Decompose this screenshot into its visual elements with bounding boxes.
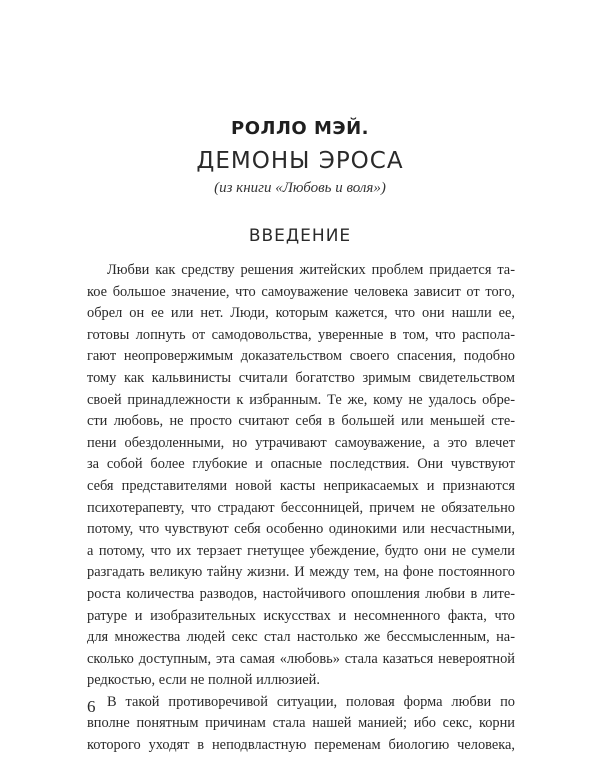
text-line: кое большое значение, что самоуважение человека зависит от того, bbox=[87, 283, 515, 300]
text-line: за собой более глубокие и опасные последствия. Они чувствуют bbox=[87, 456, 515, 473]
text-line: обрел он ее или нет. Люди, которым кажется, что они нашли ее, bbox=[87, 305, 515, 322]
page-number: 6 bbox=[87, 697, 96, 716]
text-line: психотерапевту, что страдают бессонницей, причем не обязательно bbox=[87, 499, 515, 516]
text-line: сти любовь, не просто считают себя в большей или меньшей сте- bbox=[87, 413, 515, 430]
text-line: вполне понятным причинам стала нашей манией; ибо секс, корни bbox=[87, 715, 515, 732]
text-line: сколько доступным, эта самая «любовь» стала казаться невероятной bbox=[87, 650, 515, 667]
text-line: В такой противоречивой ситуации, половая форма любви по bbox=[107, 693, 515, 710]
text-line: которого уходят в неподвластную переменам биологию человека, bbox=[87, 737, 515, 754]
text-line: редкостью, если не полной иллюзией. bbox=[87, 672, 320, 689]
text-line: гают неопровержимым доказательством своего спасения, подобно bbox=[87, 348, 515, 365]
text-line: роста количества разводов, настойчивого опошления любви в лите- bbox=[87, 585, 515, 602]
text-line: готовы лопнуть от самодовольства, уверенные в том, что распола- bbox=[87, 326, 515, 343]
author-heading: РОЛЛО МЭЙ. bbox=[231, 118, 369, 139]
section-heading: ВВЕДЕНИЕ bbox=[248, 226, 352, 246]
text-line: разгадать великую тайну жизни. И между тем, на фоне постоянного bbox=[87, 564, 515, 581]
text-line: своей принадлежности к избранным. Те же, кому не удалось обре- bbox=[87, 391, 515, 408]
text-line: себя представителями новой касты неприкасаемых и признаются bbox=[87, 477, 515, 494]
body-text bbox=[87, 260, 515, 757]
text-line: а потому, что их терзает гнетущее убеждение, будто они не сумели bbox=[87, 542, 515, 559]
text-line: потому, что чувствуют себя особенно одинокими или несчастными, bbox=[87, 521, 515, 538]
text-line: Любви как средству решения житейских проблем придается та- bbox=[107, 262, 515, 278]
chapter-title: ДЕМОНЫ ЭРОСА bbox=[196, 148, 404, 174]
text-line: для множества людей секс стал настолько же бессмысленным, на- bbox=[87, 629, 515, 646]
text-line: тому как кальвинисты считали богатство зримым свидетельством bbox=[87, 369, 515, 386]
chapter-subtitle: (из книги «Любовь и воля») bbox=[214, 180, 386, 196]
text-line: пени обездоленными, но утрачивают самоуважение, а это влечет bbox=[87, 434, 515, 451]
text-line: ратуре и изобразительных искусствах и несомненного факта, что bbox=[87, 607, 515, 624]
